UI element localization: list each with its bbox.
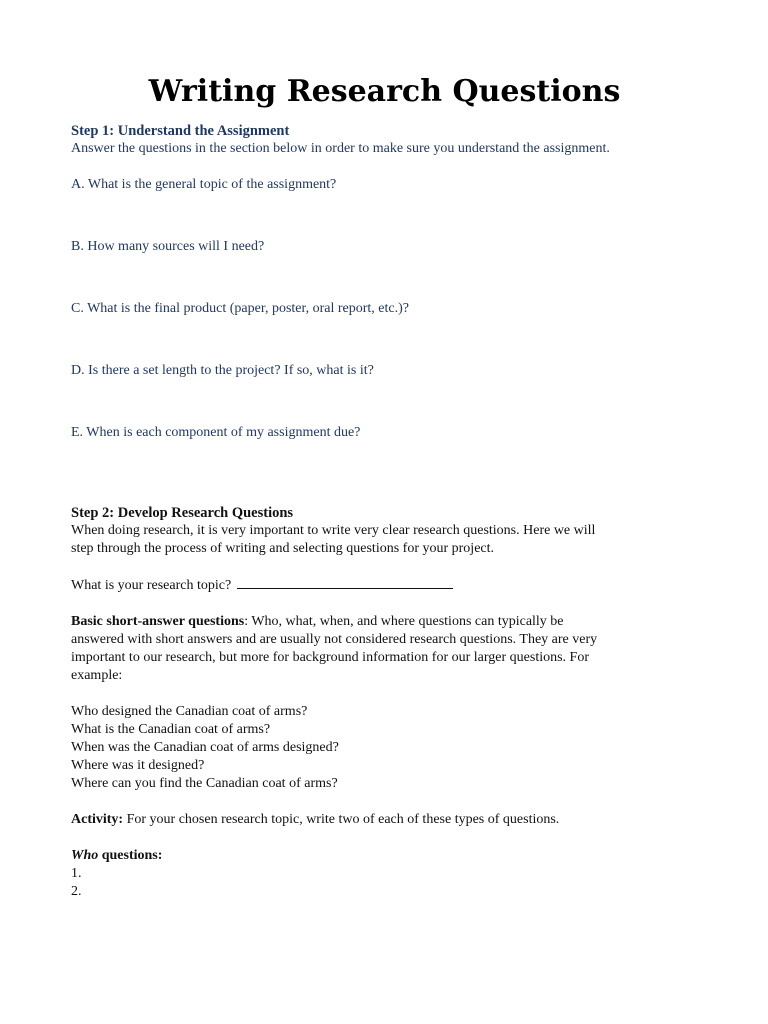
- step2-heading: Step 2: Develop Research Questions: [71, 505, 294, 521]
- research-topic-prompt: What is your research topic?: [71, 578, 232, 593]
- example-2: What is the Canadian coat of arms?: [71, 722, 271, 737]
- who-item-1[interactable]: 1.: [71, 866, 82, 881]
- basic-line-4: example:: [71, 668, 123, 683]
- basic-line-2: answered with short answers and are usually not considered research questions. They are very: [71, 632, 598, 647]
- who-item-2[interactable]: 2.: [71, 884, 82, 899]
- who-label-rest: questions:: [98, 848, 163, 863]
- research-topic-line: [71, 576, 708, 595]
- question-a: A. What is the general topic of the assignment?: [71, 177, 337, 192]
- step2-intro-line-1: When doing research, it is very important to write very clear research questions. Here we will: [71, 523, 596, 538]
- research-topic-blank[interactable]: [237, 576, 453, 589]
- example-5: Where can you find the Canadian coat of arms?: [71, 776, 338, 791]
- example-3: When was the Canadian coat of arms designed?: [71, 740, 339, 755]
- who-questions-heading: [71, 847, 708, 865]
- example-1: Who designed the Canadian coat of arms?: [71, 704, 308, 719]
- step2-intro-line-2: step through the process of writing and selecting questions for your project.: [71, 541, 495, 556]
- basic-label: Basic short-answer questions: [71, 614, 245, 629]
- page-title: Writing Research Questions: [148, 74, 621, 109]
- who-label-italic: Who: [71, 848, 99, 863]
- activity-label: Activity:: [71, 812, 124, 827]
- question-c: C. What is the final product (paper, poster, oral report, etc.)?: [71, 301, 409, 316]
- step1-heading: Step 1: Understand the Assignment: [71, 123, 290, 139]
- activity-text: For your chosen research topic, write two of each of these types of questions.: [123, 812, 560, 827]
- question-e: E. When is each component of my assignment due?: [71, 425, 361, 440]
- step1-intro: Answer the questions in the section below in order to make sure you understand the assignment.: [71, 141, 610, 156]
- basic-line-3: important to our research, but more for background information for our larger questions. For: [71, 650, 589, 665]
- basic-line-1: [71, 613, 708, 631]
- basic-text-1: : Who, what, when, and where questions can typically be: [244, 614, 564, 629]
- question-d: D. Is there a set length to the project? If so, what is it?: [71, 363, 374, 378]
- example-4: Where was it designed?: [71, 758, 205, 773]
- activity-line: [71, 811, 708, 829]
- question-b: B. How many sources will I need?: [71, 239, 265, 254]
